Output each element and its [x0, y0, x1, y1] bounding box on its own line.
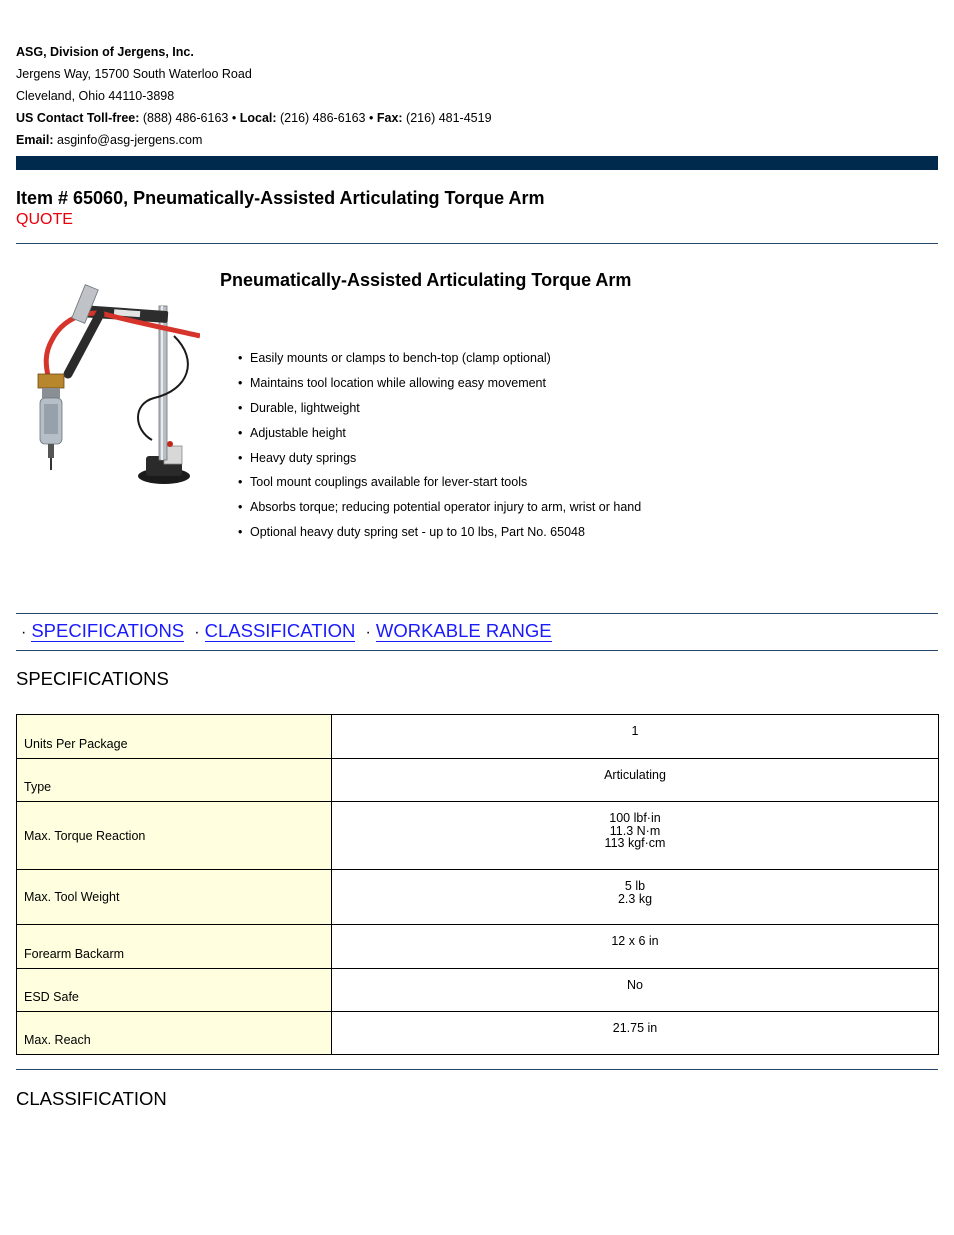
- feature-item: • Maintains tool location while allowing easy movement: [238, 375, 546, 390]
- spec-key: Max. Tool Weight: [17, 870, 332, 925]
- nav-specifications-link[interactable]: SPECIFICATIONS: [31, 620, 185, 641]
- spec-value-line: 113 kgf·cm: [604, 836, 666, 850]
- specifications-heading: SPECIFICATIONS: [16, 668, 169, 689]
- table-row: [17, 759, 939, 802]
- spec-value-line: 21.75 in: [612, 1021, 658, 1035]
- spec-value: [332, 925, 939, 969]
- torque-arm-image: [24, 270, 200, 488]
- company-phones: [16, 107, 492, 129]
- feature-item: • Tool mount couplings available for lever-start tools: [238, 475, 528, 490]
- spec-value-line: 12 x 6 in: [611, 934, 659, 948]
- table-row: [17, 925, 939, 969]
- nav-separator: ·: [365, 624, 371, 641]
- spec-key: Max. Reach: [17, 1012, 332, 1055]
- divider: [16, 650, 938, 651]
- feature-item: • Durable, lightweight: [238, 400, 360, 415]
- divider: [16, 613, 938, 614]
- feature-text: Adjustable height: [250, 425, 346, 440]
- spec-value: [332, 969, 939, 1012]
- spec-value-line: 100 lbf·in: [609, 811, 661, 825]
- quote-link[interactable]: QUOTE: [16, 211, 73, 228]
- company-name: ASG, Division of Jergens, Inc.: [16, 45, 194, 59]
- spec-key: ESD Safe: [17, 969, 332, 1012]
- feature-item: • Easily mounts or clamps to bench-top (clamp optional): [238, 351, 551, 365]
- feature-item: • Adjustable height: [238, 425, 346, 440]
- table-row: [17, 969, 939, 1012]
- feature-text: Maintains tool location while allowing easy movement: [250, 375, 546, 390]
- feature-text: Durable, lightweight: [250, 400, 360, 415]
- feature-item: • Absorbs torque; reducing potential operator injury to arm, wrist or hand: [238, 500, 642, 515]
- company-info: [16, 41, 492, 151]
- spec-value: [332, 870, 939, 925]
- table-row: [17, 715, 939, 759]
- bullet-separator: •: [231, 111, 237, 125]
- feature-text: Optional heavy duty spring set - up to 10 lbs, Part No. 65048: [250, 525, 585, 540]
- spec-key: Units Per Package: [17, 715, 332, 759]
- email-address[interactable]: asginfo@asg-jergens.com: [57, 133, 203, 147]
- specifications-table: [16, 714, 939, 1055]
- feature-text: Absorbs torque; reducing potential operator injury to arm, wrist or hand: [250, 500, 642, 515]
- nav-separator: ·: [194, 624, 200, 641]
- bullet-separator: •: [368, 111, 374, 125]
- local-label: Local:: [239, 111, 277, 125]
- spec-value-line: 5 lb: [624, 879, 646, 893]
- feature-list: [238, 346, 641, 545]
- item-title: Item # 65060, Pneumatically-Assisted Articulating Torque Arm: [16, 188, 545, 208]
- spec-value-line: 2.3 kg: [617, 891, 653, 906]
- feature-text: Easily mounts or clamps to bench-top (clamp optional): [250, 351, 551, 365]
- spec-value-line: No: [627, 978, 643, 992]
- divider: [16, 243, 938, 244]
- company-address1: Jergens Way, 15700 South Waterloo Road: [16, 67, 252, 81]
- table-row: [17, 870, 939, 925]
- tollfree-number: (888) 486-6163: [142, 111, 229, 125]
- header-bar: [16, 156, 938, 170]
- email-label: Email:: [16, 133, 54, 147]
- spec-value: [332, 802, 939, 870]
- local-number: (216) 486-6163: [280, 111, 366, 125]
- spec-value: [332, 1012, 939, 1055]
- fax-number: (216) 481-4519: [406, 111, 492, 125]
- spec-key: Max. Torque Reaction: [17, 802, 332, 870]
- feature-text: Heavy duty springs: [250, 450, 357, 465]
- classification-heading: CLASSIFICATION: [16, 1088, 167, 1109]
- spec-value: [332, 759, 939, 802]
- company-address2: Cleveland, Ohio 44110-3898: [16, 89, 175, 103]
- feature-item: • Optional heavy duty spring set - up to 10 lbs, Part No. 65048: [238, 525, 585, 540]
- nav-classification-link[interactable]: CLASSIFICATION: [204, 620, 356, 641]
- tollfree-label: US Contact Toll-free:: [16, 111, 140, 125]
- feature-text: Tool mount couplings available for lever-start tools: [250, 475, 528, 490]
- spec-key: Type: [17, 759, 332, 802]
- spec-value-line: Articulating: [604, 768, 666, 782]
- spec-value-line: 1: [631, 724, 639, 738]
- spec-key: Forearm Backarm: [17, 925, 332, 969]
- nav-separator: ·: [21, 624, 27, 641]
- table-row: [17, 802, 939, 870]
- nav-workable-range-link[interactable]: WORKABLE RANGE: [375, 620, 552, 641]
- section-nav: [16, 620, 552, 642]
- company-email-line: [16, 129, 492, 151]
- feature-item: • Heavy duty springs: [238, 450, 357, 465]
- spec-value-line: 11.3 N·m: [609, 823, 661, 838]
- fax-label: Fax:: [376, 111, 403, 125]
- divider: [16, 1069, 938, 1070]
- table-row: [17, 1012, 939, 1055]
- spec-value: [332, 715, 939, 759]
- product-heading: Pneumatically-Assisted Articulating Torque Arm: [220, 270, 632, 290]
